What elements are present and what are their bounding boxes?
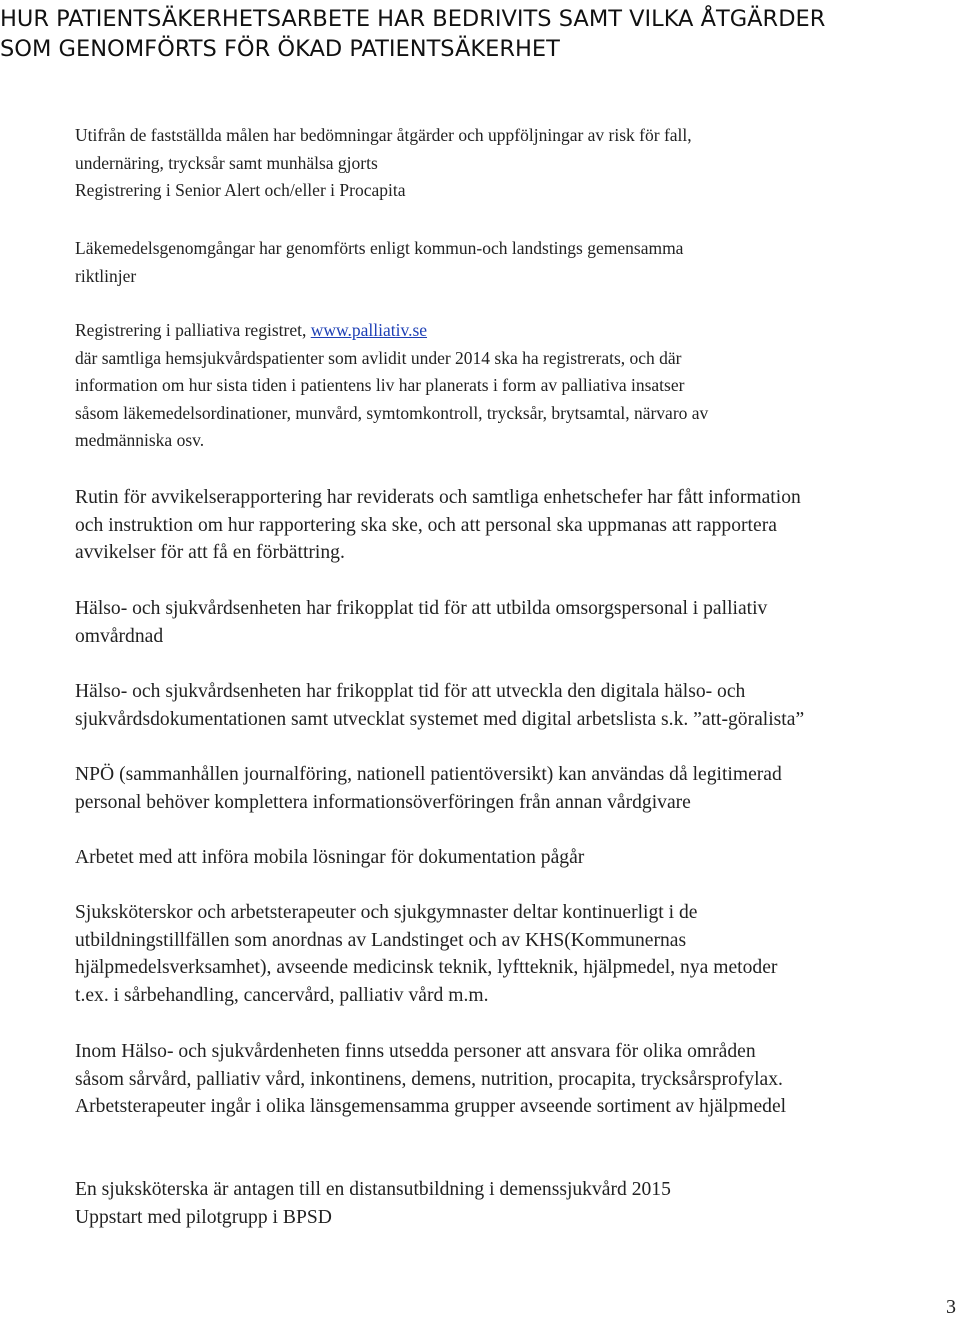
paragraph-responsibility-areas <box>75 1038 955 1121</box>
text-line: såsom läkemedelsordinationer, munvård, symtomkontroll, trycksår, brytsamtal, närvaro av <box>75 402 709 423</box>
paragraph-digital-documentation <box>75 678 955 733</box>
paragraph-risk-assessment <box>75 122 945 205</box>
palliativ-link[interactable]: www.palliativ.se <box>310 320 428 340</box>
paragraph-npo <box>75 761 955 816</box>
text-line: personal behöver komplettera informationsöverföringen från annan vårdgivare <box>75 791 691 813</box>
text-line: Utifrån de fastställda målen har bedömningar åtgärder och uppföljningar av risk för fall, <box>75 125 692 145</box>
page-number: 3 <box>946 1296 956 1318</box>
text-line: Rutin för avvikelserapportering har reviderats och samtliga enhetschefer har fått information <box>75 487 801 508</box>
page-title <box>0 4 950 64</box>
text-line: medmänniska osv. <box>75 430 205 450</box>
page-title-line-1: HUR PATIENTSÄKERHETSARBETE HAR BEDRIVITS SAMT VILKA ÅTGÄRDER <box>0 6 826 32</box>
paragraph-training-sessions <box>75 899 955 1009</box>
text-line: Sjuksköterskor och arbetsterapeuter och sjukgymnaster deltar kontinuerligt i de <box>75 902 698 923</box>
paragraph-medication-review <box>75 235 945 290</box>
paragraph-mobile-solutions <box>75 844 955 872</box>
text-line: utbildningstillfällen som anordnas av Landstinget och av KHS(Kommunernas <box>75 929 687 951</box>
paragraph-palliative-register <box>75 317 945 455</box>
text-line <box>75 317 945 345</box>
text-line: t.ex. i sårbehandling, cancervård, palliativ vård m.m. <box>75 984 489 1006</box>
text-line: riktlinjer <box>75 265 137 286</box>
text-line: Hälso- och sjukvårdsenheten har frikopplat tid för att utbilda omsorgspersonal i palliativ <box>75 598 768 619</box>
text-line: information om hur sista tiden i patientens liv har planerats i form av palliativa insatser <box>75 375 685 395</box>
text-line: Arbetsterapeuter ingår i olika länsgemensamma grupper avseende sortiment av hjälpmedel <box>75 1096 787 1117</box>
text-line: sjukvårdsdokumentationen samt utvecklat systemet med digital arbetslista s.k. ”att-göralista” <box>75 708 805 730</box>
text-line: såsom sårvård, palliativ vård, inkontinens, demens, nutrition, procapita, trycksårsprofylax. <box>75 1068 783 1090</box>
page-title-line-2: SOM GENOMFÖRTS FÖR ÖKAD PATIENTSÄKERHET <box>0 36 560 62</box>
text-line: Inom Hälso- och sjukvårdenheten finns utsedda personer att ansvara för olika områden <box>75 1041 756 1062</box>
text-line: NPÖ (sammanhållen journalföring, nationell patientöversikt) kan användas då legitimerad <box>75 764 782 785</box>
text-line: Registrering i Senior Alert och/eller i Procapita <box>75 180 406 200</box>
text-line: Hälso- och sjukvårdsenheten har frikopplat tid för att utveckla den digitala hälso- och <box>75 681 746 702</box>
text-line: hjälpmedelsverksamhet), avseende medicinsk teknik, lyftteknik, hjälpmedel, nya metoder <box>75 957 778 978</box>
paragraph-palliative-training <box>75 595 955 650</box>
paragraph-dementia-education <box>75 1176 955 1231</box>
text-line: Läkemedelsgenomgångar har genomförts enligt kommun-och landstings gemensamma <box>75 238 684 258</box>
palliative-register-intro: Registrering i palliativa registret, <box>75 320 311 340</box>
text-line: avvikelser för att få en förbättring. <box>75 542 345 563</box>
text-line: Uppstart med pilotgrupp i BPSD <box>75 1206 332 1228</box>
text-line: omvårdnad <box>75 625 164 647</box>
paragraph-deviation-reporting <box>75 484 955 567</box>
text-line: där samtliga hemsjukvårdspatienter som avlidit under 2014 ska ha registrerats, och där <box>75 347 682 368</box>
text-line: En sjuksköterska är antagen till en distansutbildning i demenssjukvård 2015 <box>75 1179 671 1200</box>
text-line: Arbetet med att införa mobila lösningar för dokumentation pågår <box>75 847 585 868</box>
text-line: och instruktion om hur rapportering ska ske, och att personal ska uppmanas att rapportera <box>75 514 777 536</box>
text-line: undernäring, trycksår samt munhälsa gjorts <box>75 152 378 173</box>
